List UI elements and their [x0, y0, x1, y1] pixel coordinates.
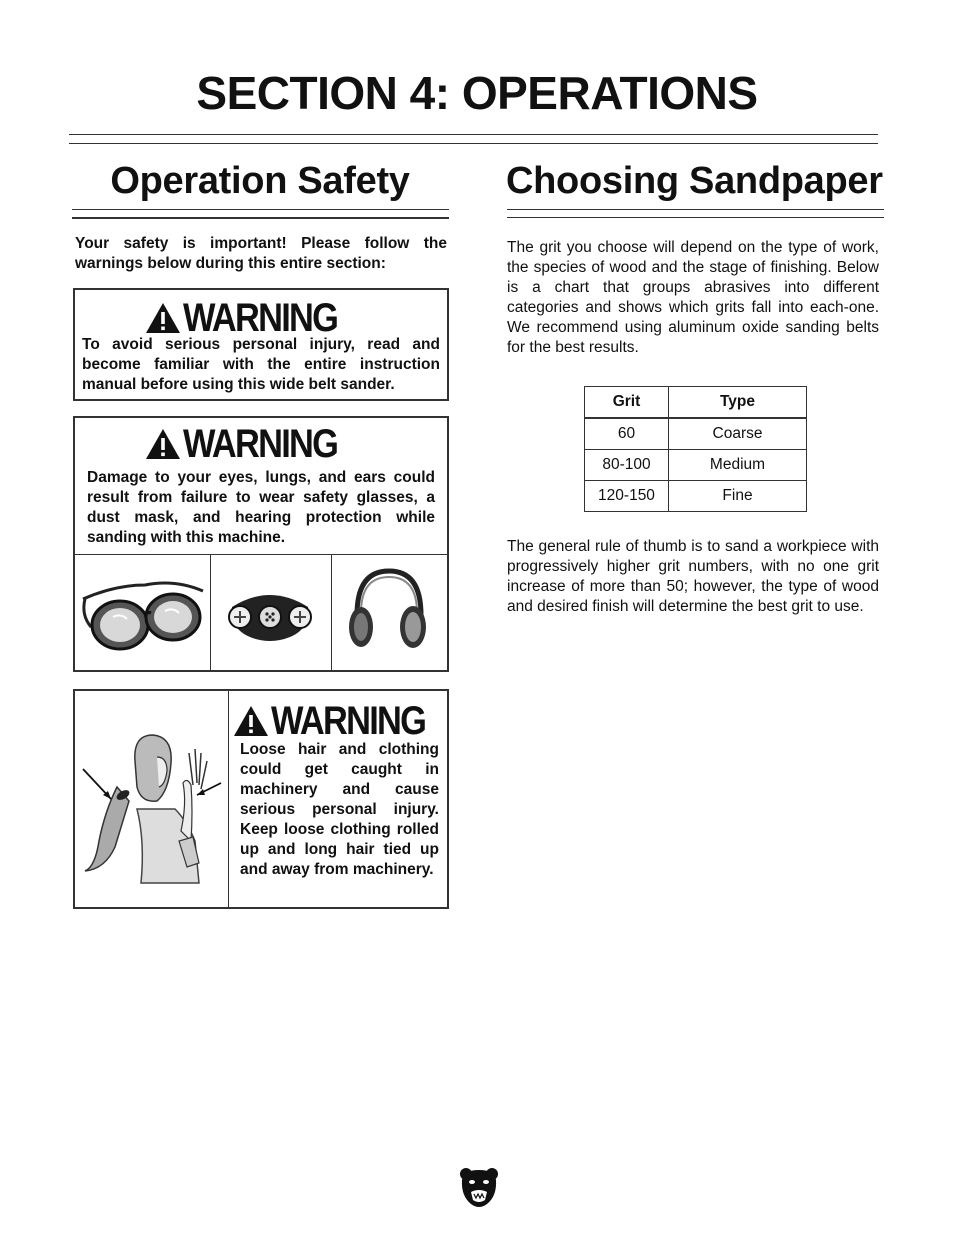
- warning-triangle-icon: [233, 705, 269, 737]
- table-row: [585, 450, 807, 481]
- left-rule-1: [72, 209, 449, 210]
- tied-hair-rolled-sleeves-illustration: [75, 691, 228, 907]
- operation-safety-heading: Operation Safety: [110, 160, 410, 202]
- sandpaper-paragraph-1: The grit you choose will depend on the type of work, the species of wood and the stage of finishing. Below is a chart that groups abrasives into different categories and shows which grits fall into each-one. We recommend using aluminum oxide sanding belts for the best results.: [507, 239, 879, 356]
- safety-intro: Your safety is important! Please follow the warnings below during this entire section:: [75, 235, 447, 272]
- grit-column-header: Grit: [585, 387, 669, 419]
- safety-glasses-icon: [75, 555, 210, 671]
- type-cell: Medium: [669, 450, 807, 481]
- ppe-icon-strip: [75, 554, 447, 671]
- warning-label: WARNING: [271, 699, 426, 743]
- warning-text-1: To avoid serious personal injury, read and become familiar with the entire instruction manual before using this wide belt sander.: [82, 336, 440, 393]
- ear-muffs-icon: [331, 555, 447, 671]
- dust-mask-icon: [210, 555, 331, 671]
- footer-logo: [459, 1166, 499, 1210]
- type-cell: Coarse: [669, 418, 807, 450]
- grit-cell: 60: [585, 418, 669, 450]
- warning-text-3: Loose hair and clothing could get caught in machinery and cause serious personal injury. Keep loose clothing rolled up and long hair tied up and away from machinery.: [240, 741, 439, 878]
- warning-label: WARNING: [183, 296, 338, 340]
- table-row: [585, 418, 807, 450]
- hair-illustration-cell: [75, 691, 229, 907]
- ppe-cell-glasses: [75, 555, 211, 671]
- section-title: SECTION 4: OPERATIONS: [196, 67, 758, 119]
- warning-header-1: [145, 298, 362, 338]
- choosing-sandpaper-heading: Choosing Sandpaper: [506, 160, 883, 202]
- warning-triangle-icon: [145, 302, 181, 334]
- grit-table-header-row: [585, 387, 807, 419]
- warning-box-3: [73, 689, 449, 909]
- warning-text-2: Damage to your eyes, lungs, and ears could result from failure to wear safety glasses, a dust mask, and hearing protection while sanding with this machine.: [87, 469, 435, 546]
- ppe-cell-mask: [210, 555, 332, 671]
- warning-label: WARNING: [183, 422, 338, 466]
- table-row: [585, 481, 807, 512]
- grit-cell: 120-150: [585, 481, 669, 512]
- warning-header-2: [145, 424, 362, 464]
- right-rule-2: [507, 217, 884, 218]
- grit-table: [584, 386, 807, 512]
- left-rule-2: [72, 217, 449, 219]
- bear-head-logo-icon: [459, 1166, 499, 1210]
- type-cell: Fine: [669, 481, 807, 512]
- title-rule-top: [69, 134, 878, 135]
- title-rule-bottom: [69, 143, 878, 144]
- ppe-cell-earmuffs: [331, 555, 447, 671]
- warning-box-2: [73, 416, 449, 672]
- right-rule-1: [507, 209, 884, 210]
- sandpaper-paragraph-2: The general rule of thumb is to sand a workpiece with progressively higher grit numbers, with no one grit increase of more than 50; however, the type of wood and desired finish will determine the best grit to use.: [507, 538, 879, 615]
- warning-box-1: [73, 288, 449, 401]
- warning-triangle-icon: [145, 428, 181, 460]
- warning-header-3: [233, 701, 450, 741]
- type-column-header: Type: [669, 387, 807, 419]
- grit-cell: 80-100: [585, 450, 669, 481]
